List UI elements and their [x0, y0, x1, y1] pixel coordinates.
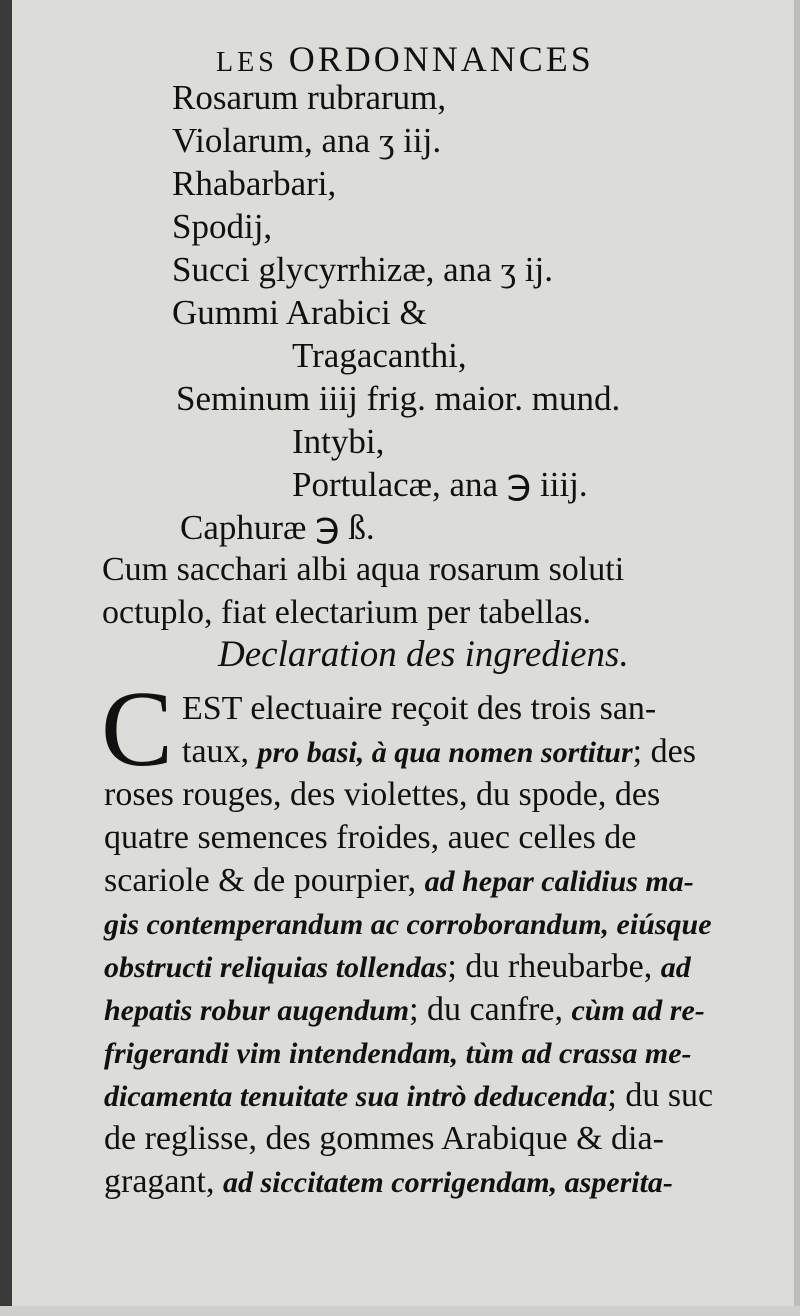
paragraph-line: [104, 1077, 713, 1115]
paragraph-line: [104, 862, 694, 900]
paragraph-line: [104, 1034, 692, 1072]
section-heading: Declaration des ingrediens.: [218, 634, 629, 675]
recipe-line: Rosarum rubrarum,: [172, 78, 447, 117]
latin-italic-text: obstructi reliquias tollendas: [104, 951, 448, 984]
french-text: quatre semences froides, auec celles de: [104, 819, 637, 856]
latin-italic-text: cùm ad re-: [571, 994, 705, 1027]
french-text: ; du suc: [607, 1077, 714, 1114]
paragraph-line: [182, 690, 656, 728]
paragraph-line: [104, 819, 636, 857]
recipe-line: Gummi Arabici &: [172, 293, 427, 332]
latin-italic-text: ad siccitatem corrigendam, asperita-: [222, 1166, 673, 1199]
drop-cap: C: [101, 670, 174, 789]
recipe-line: Violarum, ana ʒ iij.: [172, 121, 442, 160]
french-text: taux,: [182, 733, 258, 770]
page-bottom-edge: [0, 1306, 800, 1316]
french-text: de reglisse, des gommes Arabique & dia-: [104, 1120, 664, 1157]
header-prefix: LES: [216, 47, 289, 78]
latin-italic-text: gis contemperandum ac corroborandum, eiúsque: [104, 908, 712, 941]
latin-italic-text: ad: [660, 951, 691, 984]
french-text: ; du rheubarbe,: [447, 948, 661, 985]
recipe-line: Seminum iiij frig. maior. mund.: [176, 379, 621, 418]
latin-italic-text: ad hepar calidius ma-: [424, 865, 694, 898]
paragraph-line: [104, 776, 660, 814]
french-text: ; du canfre,: [409, 991, 572, 1028]
recipe-line: Caphuræ ℈ ß.: [180, 508, 375, 547]
french-text: gragant,: [104, 1163, 223, 1200]
recipe-line: Intybi,: [292, 422, 385, 461]
latin-italic-text: frigerandi vim intendendam, tùm ad crassa me-: [104, 1037, 692, 1070]
latin-italic-text: dicamenta tenuitate sua intrò deducenda: [104, 1080, 608, 1113]
recipe-line: Succi glycyrrhizæ, ana ʒ ij.: [172, 250, 553, 289]
paragraph-line: [182, 733, 696, 771]
recipe-line: Spodij,: [172, 207, 273, 246]
french-text: ; des: [632, 733, 696, 770]
recipe-line: octuplo, fiat electarium per tabellas.: [102, 594, 592, 631]
paragraph-line: [104, 1120, 664, 1158]
header-title: ORDONNANCES: [288, 39, 594, 79]
recipe-line: Tragacanthi,: [292, 336, 467, 375]
paragraph-line: [104, 991, 705, 1029]
paragraph-line: [104, 1163, 673, 1201]
paragraph-line: [104, 905, 712, 943]
recipe-line: Portulacæ, ana ℈ iiij.: [292, 465, 588, 504]
page-binding-shadow: [0, 0, 12, 1316]
recipe-line: Cum sacchari albi aqua rosarum soluti: [102, 551, 625, 588]
paragraph-line: [104, 948, 691, 986]
running-header: [216, 38, 594, 80]
french-text: EST electuaire reçoit des trois san-: [182, 690, 657, 727]
french-text: roses rouges, des violettes, du spode, des: [104, 776, 661, 813]
recipe-line: Rhabarbari,: [172, 164, 337, 203]
french-text: scariole & de pourpier,: [104, 862, 425, 899]
page-edge: [794, 0, 800, 1316]
latin-italic-text: hepatis robur augendum: [104, 994, 410, 1027]
latin-italic-text: pro basi, à qua nomen sortitur: [257, 736, 633, 769]
